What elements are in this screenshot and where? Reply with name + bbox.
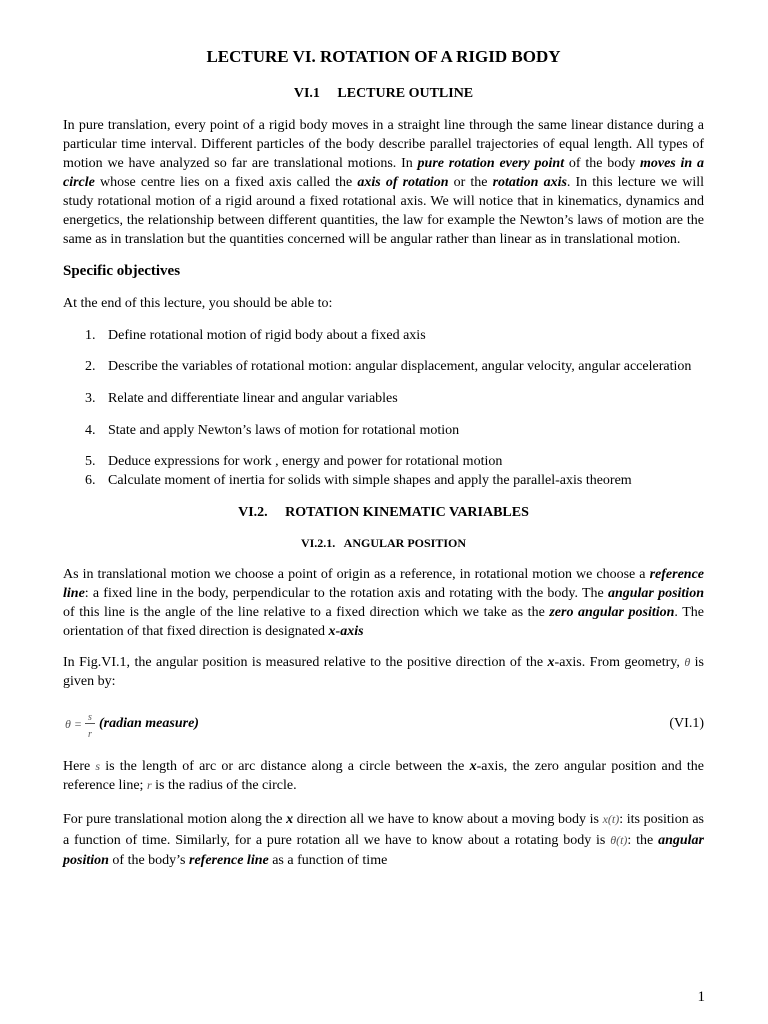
text-run: For pure translational motion along the	[63, 812, 287, 827]
fraction-denominator: r	[88, 729, 92, 740]
text-run: In Fig.VI.1, the angular position is measured relative to the positive direction of the	[63, 655, 548, 670]
list-item	[85, 389, 398, 408]
text-run: of the body	[564, 156, 640, 171]
section-title: LECTURE OUTLINE	[337, 86, 474, 101]
theta-symbol: θ	[684, 655, 691, 669]
x-of-t-symbol: x(t)	[602, 812, 620, 826]
emphasis-text: rotation axis	[492, 175, 567, 190]
text-run: as a function of time	[268, 853, 388, 868]
emphasis-text: x	[547, 655, 555, 670]
list-item	[85, 326, 426, 345]
emphasis-text: reference line	[63, 567, 704, 601]
emphasis-text: angular position	[607, 586, 704, 601]
fraction-numerator: s	[88, 712, 92, 723]
list-item	[85, 452, 502, 471]
emphasis-text: x-axis	[328, 624, 364, 639]
text-run: : the	[627, 833, 659, 848]
lecture-title: LECTURE VI. ROTATION OF A RIGID BODY	[206, 47, 561, 66]
angular-position-paragraph	[63, 565, 704, 641]
list-text: State and apply Newton’s laws of motion for rotational motion	[108, 423, 460, 438]
s-symbol: s	[95, 759, 101, 773]
text-run: : its position as a function of time. Similarly, for a pure rotation all we have to know about a rotating body is	[63, 812, 704, 848]
text-run: : a fixed line in the body, perpendicular to the rotation axis and rotating with the body. The	[84, 586, 608, 601]
list-item	[85, 421, 459, 440]
text-run: As in translational motion we choose a point of origin as a reference, in rotational motion we choose a	[63, 567, 650, 582]
list-item	[85, 471, 632, 490]
text-run: . The orientation of that fixed direction is designated	[63, 605, 704, 639]
section-number: VI.2.	[238, 505, 268, 520]
emphasis-text: axis of rotation	[357, 175, 449, 190]
equation-vi1	[63, 708, 704, 740]
emphasis-text: x	[469, 759, 477, 774]
text-run: -axis. From geometry,	[554, 655, 685, 670]
pure-motion-paragraph	[63, 809, 704, 871]
equation-lhs: θ =	[65, 717, 82, 731]
text-run: -axis, the zero angular position and the reference line;	[63, 759, 704, 793]
arc-length-paragraph	[63, 757, 704, 795]
page-number: 1	[697, 989, 705, 1005]
equation-label: (VI.1)	[669, 716, 704, 731]
equation-note: (radian measure)	[99, 716, 199, 731]
text-run: or the	[448, 175, 493, 190]
emphasis-text: x	[286, 812, 294, 827]
theta-of-t-symbol: θ(t)	[610, 833, 628, 847]
list-item	[85, 357, 691, 376]
text-run: direction all we have to know about a moving body is	[293, 812, 603, 827]
emphasis-text: angular position	[63, 833, 704, 868]
list-number: 5.	[85, 454, 96, 469]
r-symbol: r	[146, 778, 152, 792]
fraction-s-over-r	[84, 708, 98, 738]
emphasis-text: moves in a circle	[63, 156, 704, 190]
section-title: ROTATION KINEMATIC VARIABLES	[285, 505, 529, 520]
emphasis-text: reference line	[189, 853, 269, 868]
list-text: Deduce expressions for work , energy and power for rotational motion	[108, 454, 503, 469]
subsection-number: VI.2.1.	[300, 536, 336, 550]
emphasis-text: zero angular position	[549, 605, 675, 620]
list-number: 3.	[85, 391, 96, 406]
list-text: Relate and differentiate linear and angular variables	[108, 391, 398, 406]
text-run: is given by:	[63, 655, 704, 689]
subsection-title: ANGULAR POSITION	[343, 536, 467, 550]
section-heading-kinematics	[63, 503, 704, 522]
list-number: 6.	[85, 473, 96, 488]
text-run: Here	[63, 759, 96, 774]
list-number: 4.	[85, 423, 96, 438]
list-number: 1.	[85, 328, 96, 343]
text-run: is the length of arc or arc distance along a circle between the	[100, 759, 470, 774]
text-run: In pure translation, every point of a rigid body moves in a straight line through the same linear distance during a particular time interval. Different particles of the body describe parallel trajectories of equal length. All types of motion we have analyzed so far are translational motions. In	[63, 118, 704, 171]
list-number: 2.	[85, 359, 96, 374]
text-run: whose centre lies on a fixed axis called the	[94, 175, 358, 190]
section-heading-outline	[63, 84, 704, 103]
emphasis-text: pure rotation every point	[417, 156, 565, 171]
subsection-heading-angular-position	[63, 534, 704, 553]
figure-reference-paragraph	[63, 653, 704, 691]
text-run: . In this lecture we will study rotational motion of a rigid around a fixed rotational axis. We will notice that in kinematics, dynamics and energetics, the relationship between different quantities, the law for example the Newton’s laws of motion are the same as in translation but the quantities concerned will be angular rather than linear as in translational motion.	[63, 175, 705, 247]
list-text: Define rotational motion of rigid body about a fixed axis	[108, 328, 426, 343]
objectives-heading: Specific objectives	[63, 263, 181, 279]
text-run: is the radius of the circle.	[151, 778, 297, 793]
text-run: of the body’s	[108, 853, 190, 868]
objectives-lead: At the end of this lecture, you should be able to:	[63, 296, 333, 311]
fraction-bar	[85, 723, 95, 724]
intro-paragraph	[63, 116, 704, 249]
list-text: Calculate moment of inertia for solids with simple shapes and apply the parallel-axis theorem	[108, 473, 632, 488]
section-number: VI.1	[293, 86, 320, 101]
list-text: Describe the variables of rotational motion: angular displacement, angular velocity, angular acceleration	[108, 359, 692, 374]
text-run: of this line is the angle of the line relative to a fixed direction which we take as the	[63, 605, 550, 620]
